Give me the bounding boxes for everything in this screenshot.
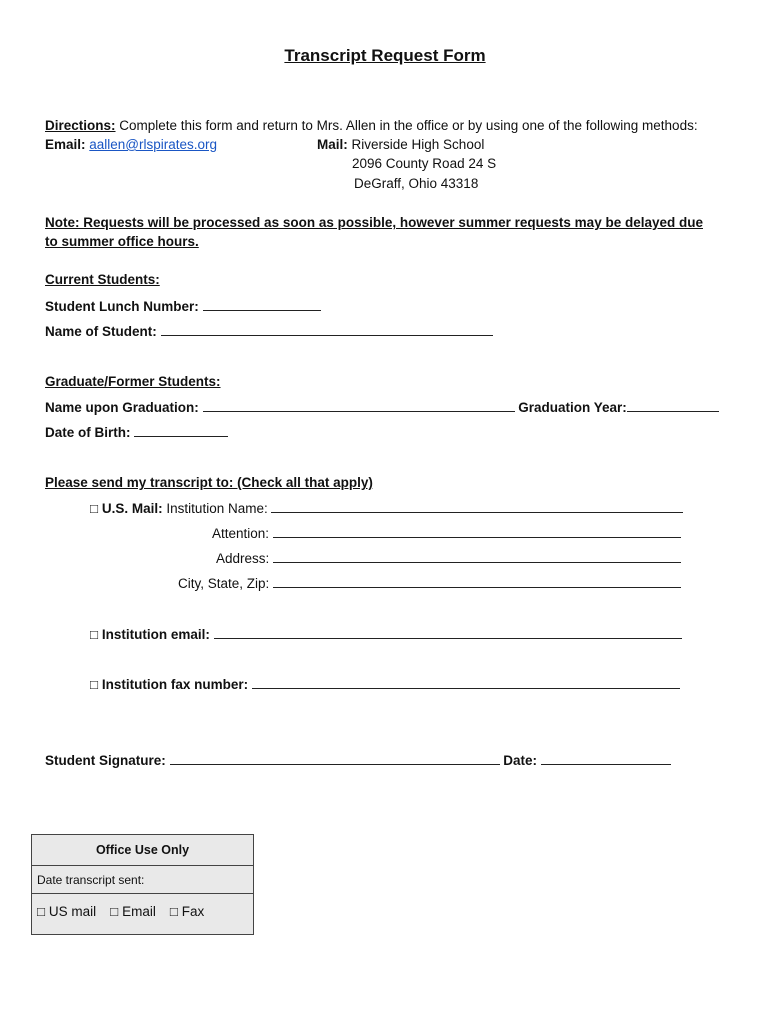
graduate-heading: Graduate/Former Students: bbox=[45, 374, 221, 389]
institution-email-checkbox[interactable]: □ bbox=[90, 627, 99, 642]
email-line bbox=[45, 137, 217, 153]
institution-name-field[interactable] bbox=[271, 500, 683, 513]
date-transcript-sent-label: Date transcript sent: bbox=[32, 866, 253, 894]
institution-fax-checkbox[interactable]: □ bbox=[90, 677, 99, 692]
mail-line-1 bbox=[317, 137, 484, 153]
student-name-row bbox=[45, 323, 493, 340]
email-link[interactable]: aallen@rlspirates.org bbox=[89, 137, 218, 152]
lunch-number-row bbox=[45, 298, 321, 315]
address-field[interactable] bbox=[273, 550, 681, 563]
lunch-number-field[interactable] bbox=[203, 298, 321, 311]
office-option-email[interactable]: □ Email bbox=[110, 904, 156, 919]
signature-field[interactable] bbox=[170, 752, 500, 765]
signature-label: Student Signature: bbox=[45, 753, 170, 768]
page-title: Transcript Request Form bbox=[284, 46, 486, 65]
attention-label: Attention: bbox=[212, 526, 273, 541]
dob-field[interactable] bbox=[134, 424, 228, 437]
dob-row bbox=[45, 424, 228, 441]
mail-label: Mail: bbox=[317, 137, 348, 152]
usmail-label: U.S. Mail: bbox=[98, 501, 163, 516]
note-line-2: to summer office hours. bbox=[45, 234, 199, 249]
address-row bbox=[216, 550, 681, 567]
attention-field[interactable] bbox=[273, 525, 681, 538]
current-students-heading: Current Students: bbox=[45, 272, 160, 287]
student-name-field[interactable] bbox=[161, 323, 493, 336]
office-use-box bbox=[31, 834, 254, 935]
usmail-checkbox[interactable]: □ bbox=[90, 501, 99, 516]
institution-fax-field[interactable] bbox=[252, 676, 680, 689]
city-state-zip-field[interactable] bbox=[273, 575, 681, 588]
office-use-title: Office Use Only bbox=[32, 835, 253, 866]
office-option-us-mail[interactable]: □ US mail bbox=[37, 904, 97, 919]
send-heading: Please send my transcript to: (Check all that apply) bbox=[45, 475, 373, 490]
graduation-name-label: Name upon Graduation: bbox=[45, 400, 203, 415]
directions-text: Complete this form and return to Mrs. Allen in the office or by using one of the following methods: bbox=[115, 118, 698, 133]
institution-email-label: Institution email: bbox=[98, 627, 214, 642]
directions-label: Directions: bbox=[45, 118, 116, 133]
date-field[interactable] bbox=[541, 752, 671, 765]
dob-label: Date of Birth: bbox=[45, 425, 135, 440]
note-line-1: Note: Requests will be processed as soon as possible, however summer requests may be delayed due bbox=[45, 215, 703, 230]
graduation-year-field[interactable] bbox=[627, 399, 719, 412]
institution-fax-label: Institution fax number: bbox=[98, 677, 252, 692]
office-option-fax[interactable]: □ Fax bbox=[169, 904, 205, 919]
usmail-row bbox=[90, 500, 683, 517]
date-label: Date: bbox=[499, 753, 541, 768]
mail-address-line-3: DeGraff, Ohio 43318 bbox=[354, 176, 479, 191]
attention-row bbox=[212, 525, 681, 542]
mail-address-line-1: Riverside High School bbox=[347, 137, 485, 152]
institution-email-row bbox=[90, 626, 682, 643]
directions bbox=[45, 118, 698, 134]
lunch-number-label: Student Lunch Number: bbox=[45, 299, 203, 314]
signature-row bbox=[45, 752, 671, 769]
city-row bbox=[178, 575, 681, 592]
institution-email-field[interactable] bbox=[214, 626, 682, 639]
institution-name-label: Institution Name: bbox=[162, 501, 272, 516]
graduation-name-field[interactable] bbox=[203, 399, 515, 412]
email-label: Email: bbox=[45, 137, 86, 152]
graduation-name-row bbox=[45, 399, 719, 416]
city-state-zip-label: City, State, Zip: bbox=[178, 576, 274, 591]
graduation-year-label: Graduation Year: bbox=[514, 400, 627, 415]
institution-fax-row bbox=[90, 676, 680, 693]
office-options bbox=[32, 894, 253, 934]
student-name-label: Name of Student: bbox=[45, 324, 161, 339]
mail-address-line-2: 2096 County Road 24 S bbox=[352, 156, 497, 171]
address-label: Address: bbox=[216, 551, 274, 566]
